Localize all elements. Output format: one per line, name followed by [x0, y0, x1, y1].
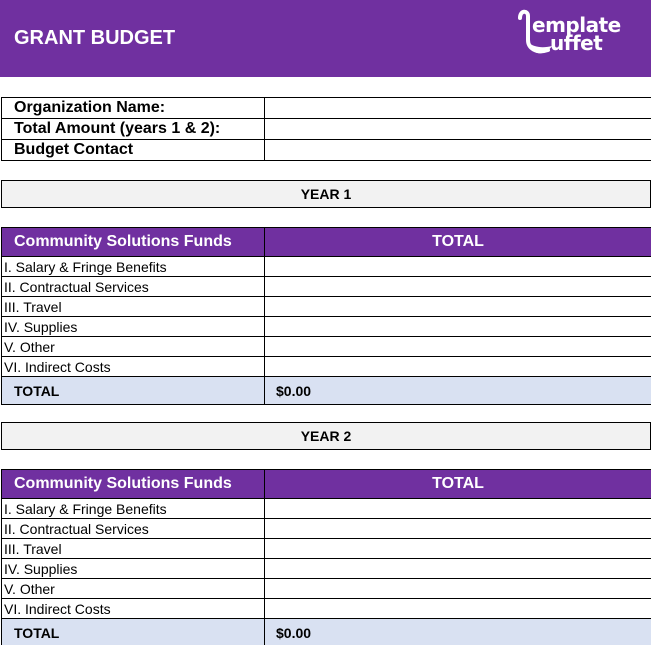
table-row: [2, 539, 651, 559]
table-row: [2, 357, 651, 377]
column-header-funds: Community Solutions Funds: [2, 470, 265, 499]
total-value: $0.00: [265, 619, 651, 645]
row-label: IV. Supplies: [2, 317, 265, 337]
amount-cell[interactable]: [265, 579, 651, 599]
amount-cell[interactable]: [265, 317, 651, 337]
table-header-row: [2, 470, 651, 499]
row-label: IV. Supplies: [2, 559, 265, 579]
amount-cell[interactable]: [265, 357, 651, 377]
column-header-total: TOTAL: [265, 470, 651, 499]
year-2-heading: YEAR 2: [1, 422, 651, 450]
amount-cell[interactable]: [265, 559, 651, 579]
table-row: [2, 297, 651, 317]
info-label: Organization Name:: [2, 98, 265, 119]
page-header: [0, 0, 651, 77]
amount-cell[interactable]: [265, 297, 651, 317]
row-label: II. Contractual Services: [2, 519, 265, 539]
page-title: GRANT BUDGET: [14, 27, 176, 49]
row-label: VI. Indirect Costs: [2, 357, 265, 377]
total-label: TOTAL: [2, 619, 265, 645]
row-label: III. Travel: [2, 539, 265, 559]
budget-contact-cell[interactable]: [265, 140, 651, 161]
amount-cell[interactable]: [265, 599, 651, 619]
table-row: [2, 277, 651, 297]
column-header-total: TOTAL: [265, 228, 651, 257]
table-row: [2, 519, 651, 539]
amount-cell[interactable]: [265, 499, 651, 519]
column-header-funds: Community Solutions Funds: [2, 228, 265, 257]
table-header-row: [2, 228, 651, 257]
total-amount-cell[interactable]: [265, 119, 651, 140]
amount-cell[interactable]: [265, 257, 651, 277]
year-2-budget-table: [1, 469, 651, 645]
total-row: [2, 619, 651, 645]
amount-cell[interactable]: [265, 539, 651, 559]
total-label: TOTAL: [2, 377, 265, 405]
info-row-budget-contact: [2, 140, 651, 161]
table-row: [2, 599, 651, 619]
row-label: V. Other: [2, 579, 265, 599]
table-row: [2, 559, 651, 579]
total-value: $0.00: [265, 377, 651, 405]
table-row: [2, 257, 651, 277]
table-row: [2, 317, 651, 337]
amount-cell[interactable]: [265, 277, 651, 297]
info-row-organization-name: [2, 98, 651, 119]
table-row: [2, 337, 651, 357]
row-label: V. Other: [2, 337, 265, 357]
organization-info-table: [1, 97, 651, 161]
info-row-total-amount: [2, 119, 651, 140]
year-1-budget-table: [1, 227, 651, 405]
year-1-heading: YEAR 1: [1, 180, 651, 208]
amount-cell[interactable]: [265, 337, 651, 357]
total-row: [2, 377, 651, 405]
template-buffet-logo: [514, 6, 644, 62]
row-label: VI. Indirect Costs: [2, 599, 265, 619]
organization-name-cell[interactable]: [265, 98, 651, 119]
row-label: I. Salary & Fringe Benefits: [2, 257, 265, 277]
table-row: [2, 579, 651, 599]
info-label: Total Amount (years 1 & 2):: [2, 119, 265, 140]
row-label: III. Travel: [2, 297, 265, 317]
info-label: Budget Contact: [2, 140, 265, 161]
table-row: [2, 499, 651, 519]
amount-cell[interactable]: [265, 519, 651, 539]
row-label: II. Contractual Services: [2, 277, 265, 297]
logo-text-line2: uffet: [550, 31, 603, 55]
logo-text-line1: emplate: [532, 13, 621, 37]
row-label: I. Salary & Fringe Benefits: [2, 499, 265, 519]
